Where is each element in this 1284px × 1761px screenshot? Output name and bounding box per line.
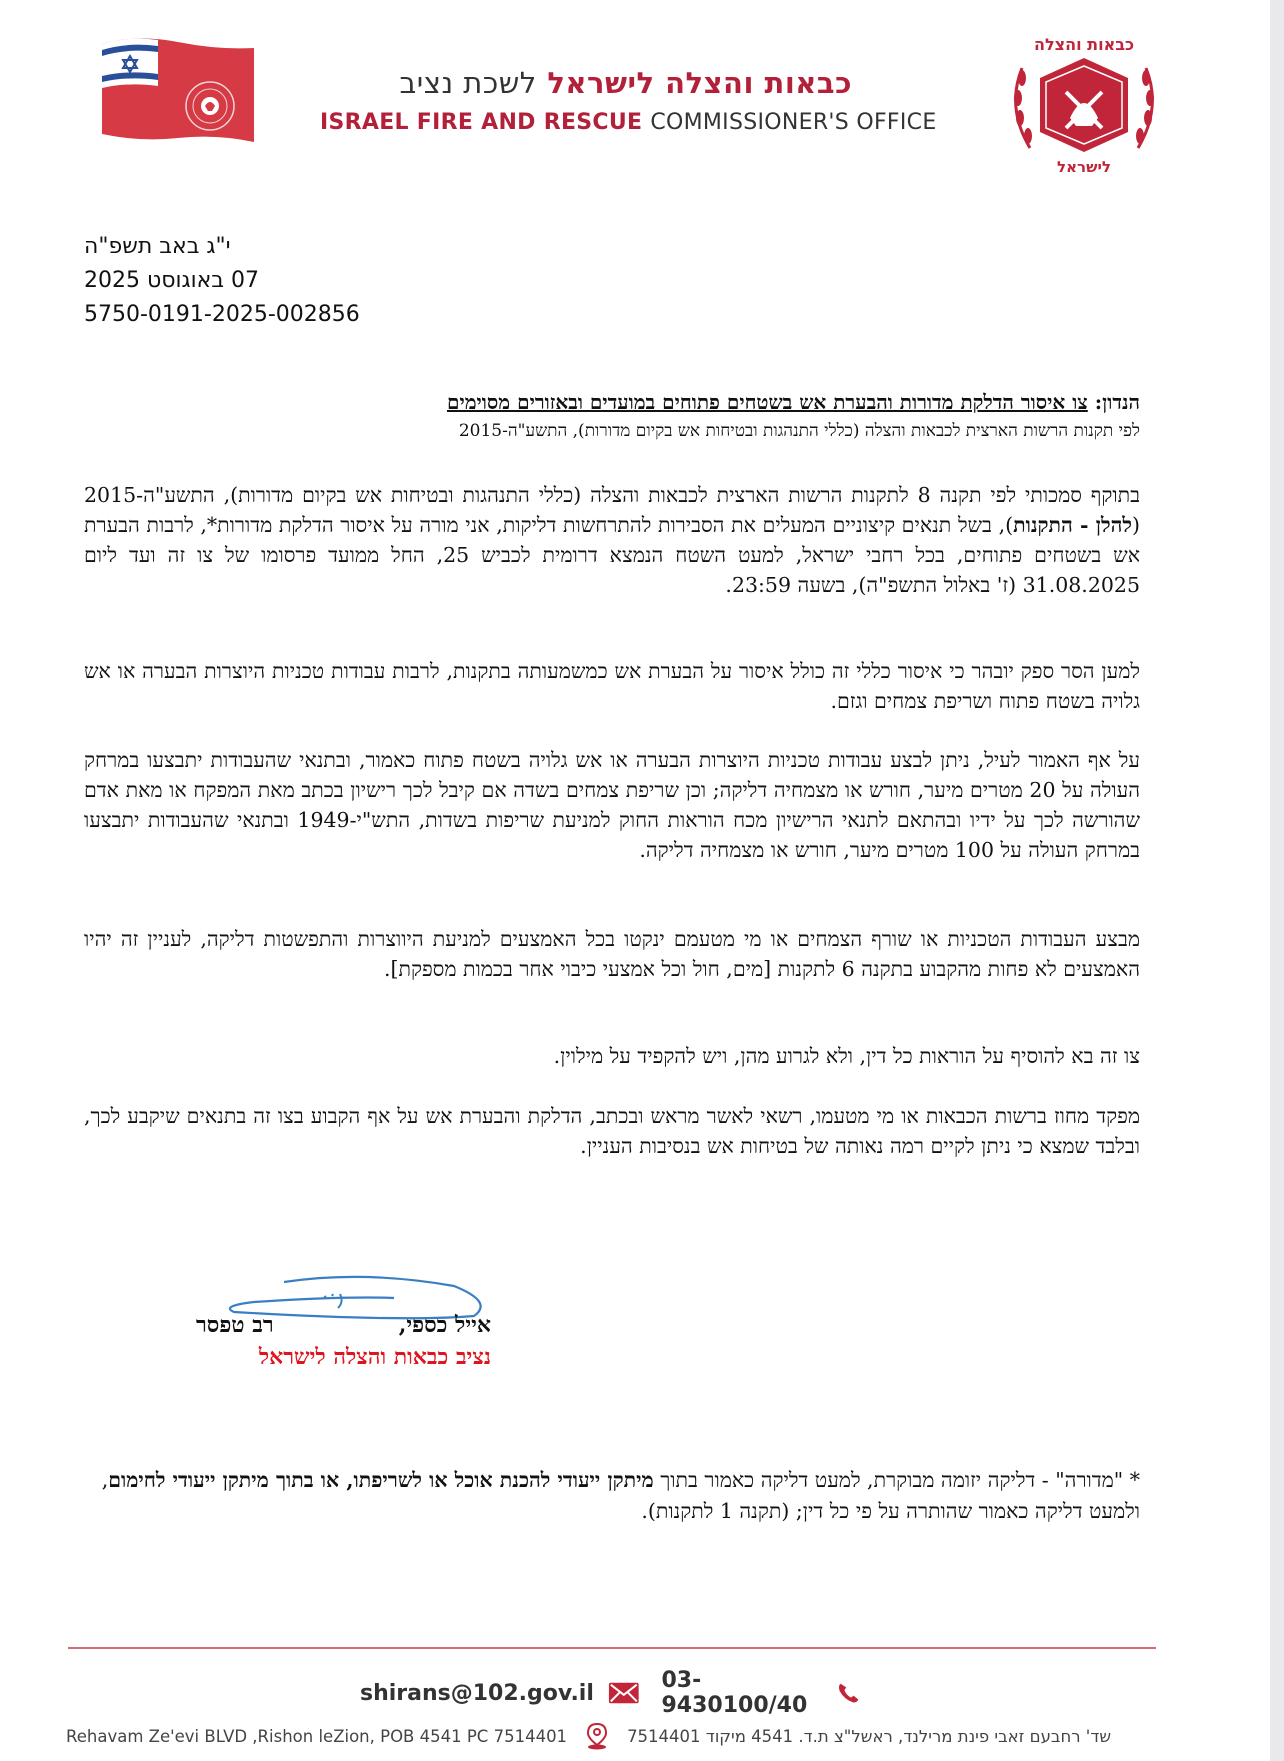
footnote-text-b: , ולמעט דליקה כאמור שהותרה על פי כל דין; (תקנה 1 לתקנות). (101, 1468, 1140, 1523)
page-edge (1270, 0, 1284, 1761)
mail-icon (608, 1681, 640, 1705)
reference-number: 5750-0191-2025-002856 (84, 302, 360, 327)
footer-divider (68, 1647, 1156, 1649)
subject-label: הנדון: (1094, 390, 1140, 414)
footnote-bold-term: מיתקן ייעודי להכנת אוכל או לשריפתו, או בתוך מיתקן ייעודי לחימום (108, 1468, 654, 1492)
signatory-name-line (196, 1312, 491, 1338)
p1-text-a: בתוקף סמכותי לפי תקנה 8 לתקנות הרשות הארצית לכבאות והצלה (כללי התנהגות ובטיחות אש בקיום מדורות), התשע"ה-2015 ( (84, 483, 1140, 537)
seal-bottom-text: לישראל (1057, 158, 1111, 176)
letterhead-org-name-he: כבאות והצלה לישראל (547, 66, 852, 100)
letterhead-org-name-en: ISRAEL FIRE AND RESCUE (320, 110, 643, 135)
letterhead-office-he: לשכת נציב (399, 66, 537, 100)
subject-line (120, 390, 1140, 415)
address-hebrew: שד' רחבעם זאבי פינת מרילנד, ראשל"צ ת.ד. 4541 מיקוד 7514401 (627, 1726, 1112, 1746)
footer-email[interactable]: shirans@102.gov.il (360, 1680, 594, 1706)
signatory-title: נציב כבאות והצלה לישראל (258, 1344, 491, 1370)
seal-top-text: כבאות והצלה (1033, 35, 1135, 54)
signatory-rank: רב טפסר (196, 1312, 274, 1338)
footnote-definition (84, 1465, 1140, 1527)
letterhead-title-english (320, 110, 937, 135)
body-paragraph-5: צו זה בא להוסיף על הוראות כל דין, ולא לגרוע מהן, ויש להקפיד על מילוין. (553, 1044, 1140, 1068)
p1-text-b: ), בשל תנאים קיצוניים המעלים את הסבירות להתרחשות דליקות, אני מורה על איסור הדלקת מדורות*, לרבות הבערת אש בשטחים פתוחים, בכל רחבי ישראל, למעט השטח הנמצא דרומית לכביש 25, החל ממועד פרסומו של צו זה ועד ליום 31.08.2025 (ז' באלול התשפ"ה), בשעה 23:59. (84, 513, 1140, 597)
address-english: Rehavam Ze'evi BLVD ,Rishon leZion, POB 4541 PC 7514401 (66, 1726, 568, 1746)
subject-title: צו איסור הדלקת מדורות והבערת אש בשטחים פתוחים במועדים ובאזורים מסוימים (446, 390, 1088, 414)
p1-defined-term: להלן - התקנות (1013, 513, 1132, 537)
letterhead-office-en: COMMISSIONER'S OFFICE (650, 110, 937, 135)
subject-subtitle: לפי תקנות הרשות הארצית לכבאות והצלה (כללי התנהגות ובטיחות אש בקיום מדורות), התשע"ה-2015 (458, 421, 1140, 441)
signatory-name: אייל כספי, (398, 1312, 491, 1338)
footnote-text-a: * "מדורה" - דליקה יזומה מבוקרת, למעט דליקה כאמור בתוך (653, 1468, 1140, 1492)
body-paragraph-2: למען הסר ספק יובהר כי איסור כללי זה כולל איסור על הבערת אש כמשמעותה בתקנות, לרבות עבודות טכניות היוצרות הבערה או אש גלויה בשטח פתוח ושריפת צמחים וגזם. (84, 659, 1140, 713)
footer-contact (360, 1668, 860, 1718)
body-paragraph-6: מפקד מחוז ברשות הכבאות או מי מטעמו, רשאי לאשר מראש ובכתב, הדלקת והבערת אש על אף הקבוע בצו זה בתנאים שיקבע לכך, ובלבד שמצא כי ניתן לקיים רמה נאותה של בטיחות אש בנסיבות העניין. (84, 1104, 1140, 1158)
letterhead-title-hebrew (300, 66, 852, 100)
body-paragraph-3: על אף האמור לעיל, ניתן לבצע עבודות טכניות היוצרות הבערה או אש גלויה בשטח פתוח כאמור, ובתנאי שהעבודות יתבצעו במרחק העולה על 20 מטרים מיער, חורש או מצמחיה דליקה; וכן שריפת צמחים בשדה אם קיבל לכך רישיון בכתב מאת המפקח או מאת אדם שהורשה לכך על ידיו ובהתאם לתנאי הרישיון מכח הוראות החוק למניעת שריפות בשדות, התש"י-1949 ובתנאי שהעבודות יתבצעו במרחק העולה על 100 מטרים מיער, חורש או מצמחיה דליקה. (84, 748, 1140, 862)
hebrew-date: י"ג באב תשפ"ה (84, 234, 231, 259)
fire-rescue-flag-logo (98, 34, 258, 150)
fire-rescue-seal-logo (1000, 28, 1168, 178)
body-paragraph-4: מבצע העבודות הטכניות או שורף הצמחים או מי מטעמם ינקטו בכל האמצעים למניעת היווצרות והתפשטות דליקה, לעניין זה יהיו האמצעים לא פחות מהקבוע בתקנה 6 לתקנות [מים, חול וכל אמצעי כיבוי אחר בכמות מספקת]. (84, 927, 1140, 981)
date-reference-block (84, 230, 404, 332)
location-pin-icon (585, 1722, 609, 1750)
footer-address (66, 1722, 1166, 1750)
gregorian-date: 07 באוגוסט 2025 (84, 268, 260, 293)
footer-phone[interactable]: 03-9430100/40 (661, 1668, 808, 1718)
phone-icon (836, 1680, 860, 1706)
body-paragraph-1 (84, 480, 1140, 600)
